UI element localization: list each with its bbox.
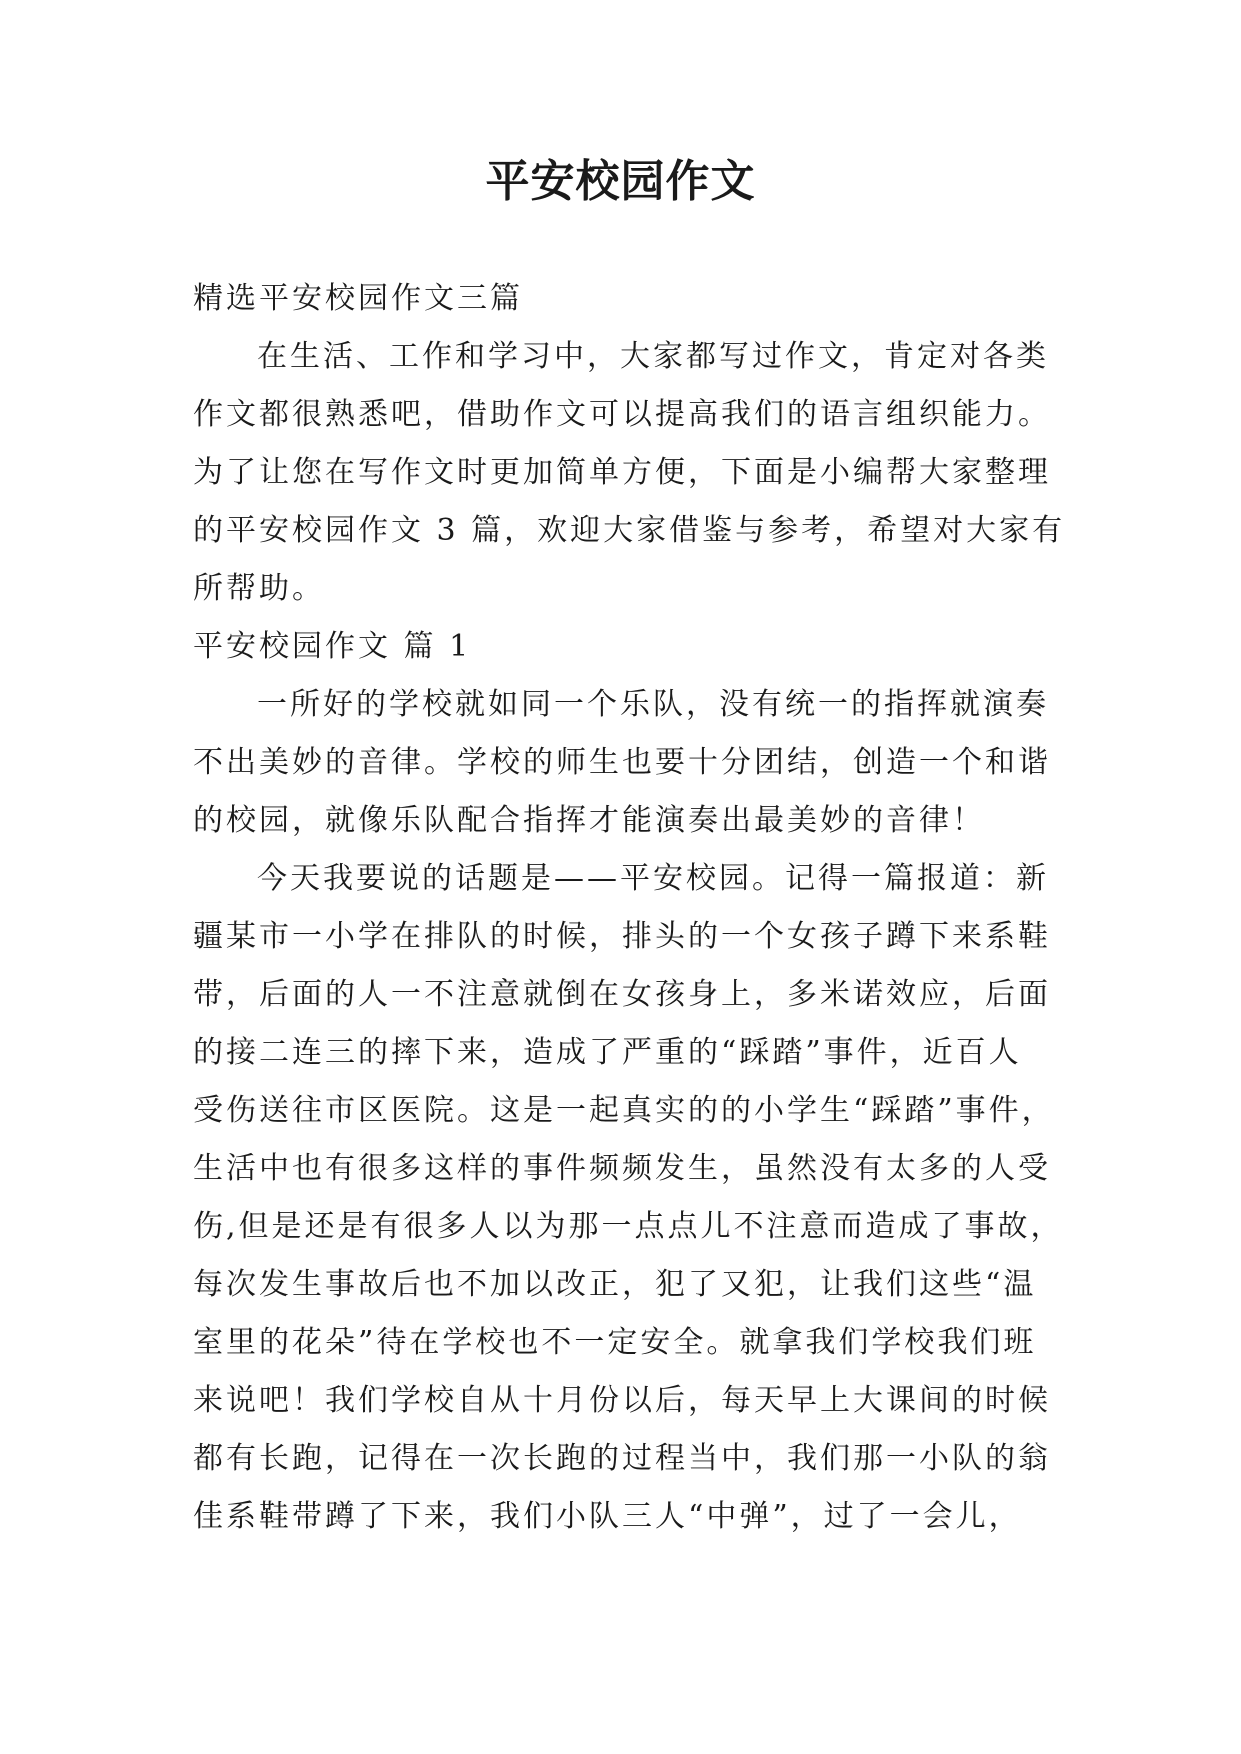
text-line: 受伤送往市区医院。这是一起真实的的小学生“踩踏”事件，	[193, 1093, 1055, 1128]
text-line: 疆某市一小学在排队的时候，排头的一个女孩子蹲下来系鞋	[193, 919, 1051, 954]
text-line: 带，后面的人一不注意就倒在女孩身上，多米诺效应，后面	[193, 977, 1051, 1012]
document-body	[193, 270, 1066, 1546]
text-line: 今天我要说的话题是——平安校园。记得一篇报道：新	[257, 861, 1049, 896]
text-line: 伤,但是还是有很多人以为那一点点儿不注意而造成了事故，	[193, 1209, 1064, 1244]
text-line: 的平安校园作文 3 篇，欢迎大家借鉴与参考，希望对大家有	[193, 513, 1066, 548]
text-line: 来说吧！我们学校自从十月份以后，每天早上大课间的时候	[193, 1383, 1051, 1418]
text-line: 的校园，就像乐队配合指挥才能演奏出最美妙的音律！	[193, 803, 985, 838]
text-line: 佳系鞋带蹲了下来，我们小队三人“中弹”，过了一会儿，	[193, 1499, 1022, 1534]
text-line: 所帮助。	[193, 571, 325, 606]
document-title: 平安校园作文	[485, 156, 756, 207]
text-line: 都有长跑，记得在一次长跑的过程当中，我们那一小队的翁	[193, 1441, 1051, 1476]
text-line: 每次发生事故后也不加以改正，犯了又犯，让我们这些“温	[193, 1267, 1037, 1302]
text-line: 生活中也有很多这样的事件频频发生，虽然没有太多的人受	[193, 1151, 1051, 1186]
text-line: 精选平安校园作文三篇	[193, 281, 523, 316]
text-line: 一所好的学校就如同一个乐队，没有统一的指挥就演奏	[257, 687, 1049, 722]
text-line: 为了让您在写作文时更加简单方便，下面是小编帮大家整理	[193, 455, 1051, 490]
text-line: 平安校园作文 篇 1	[193, 629, 472, 664]
text-line: 室里的花朵”待在学校也不一定安全。就拿我们学校我们班	[193, 1325, 1037, 1360]
text-line: 在生活、工作和学习中，大家都写过作文，肯定对各类	[257, 339, 1049, 374]
text-line: 作文都很熟悉吧，借助作文可以提高我们的语言组织能力。	[193, 397, 1051, 432]
text-line: 不出美妙的音律。学校的师生也要十分团结，创造一个和谐	[193, 745, 1051, 780]
text-line: 的接二连三的摔下来，造成了严重的“踩踏”事件，近百人	[193, 1035, 1022, 1070]
